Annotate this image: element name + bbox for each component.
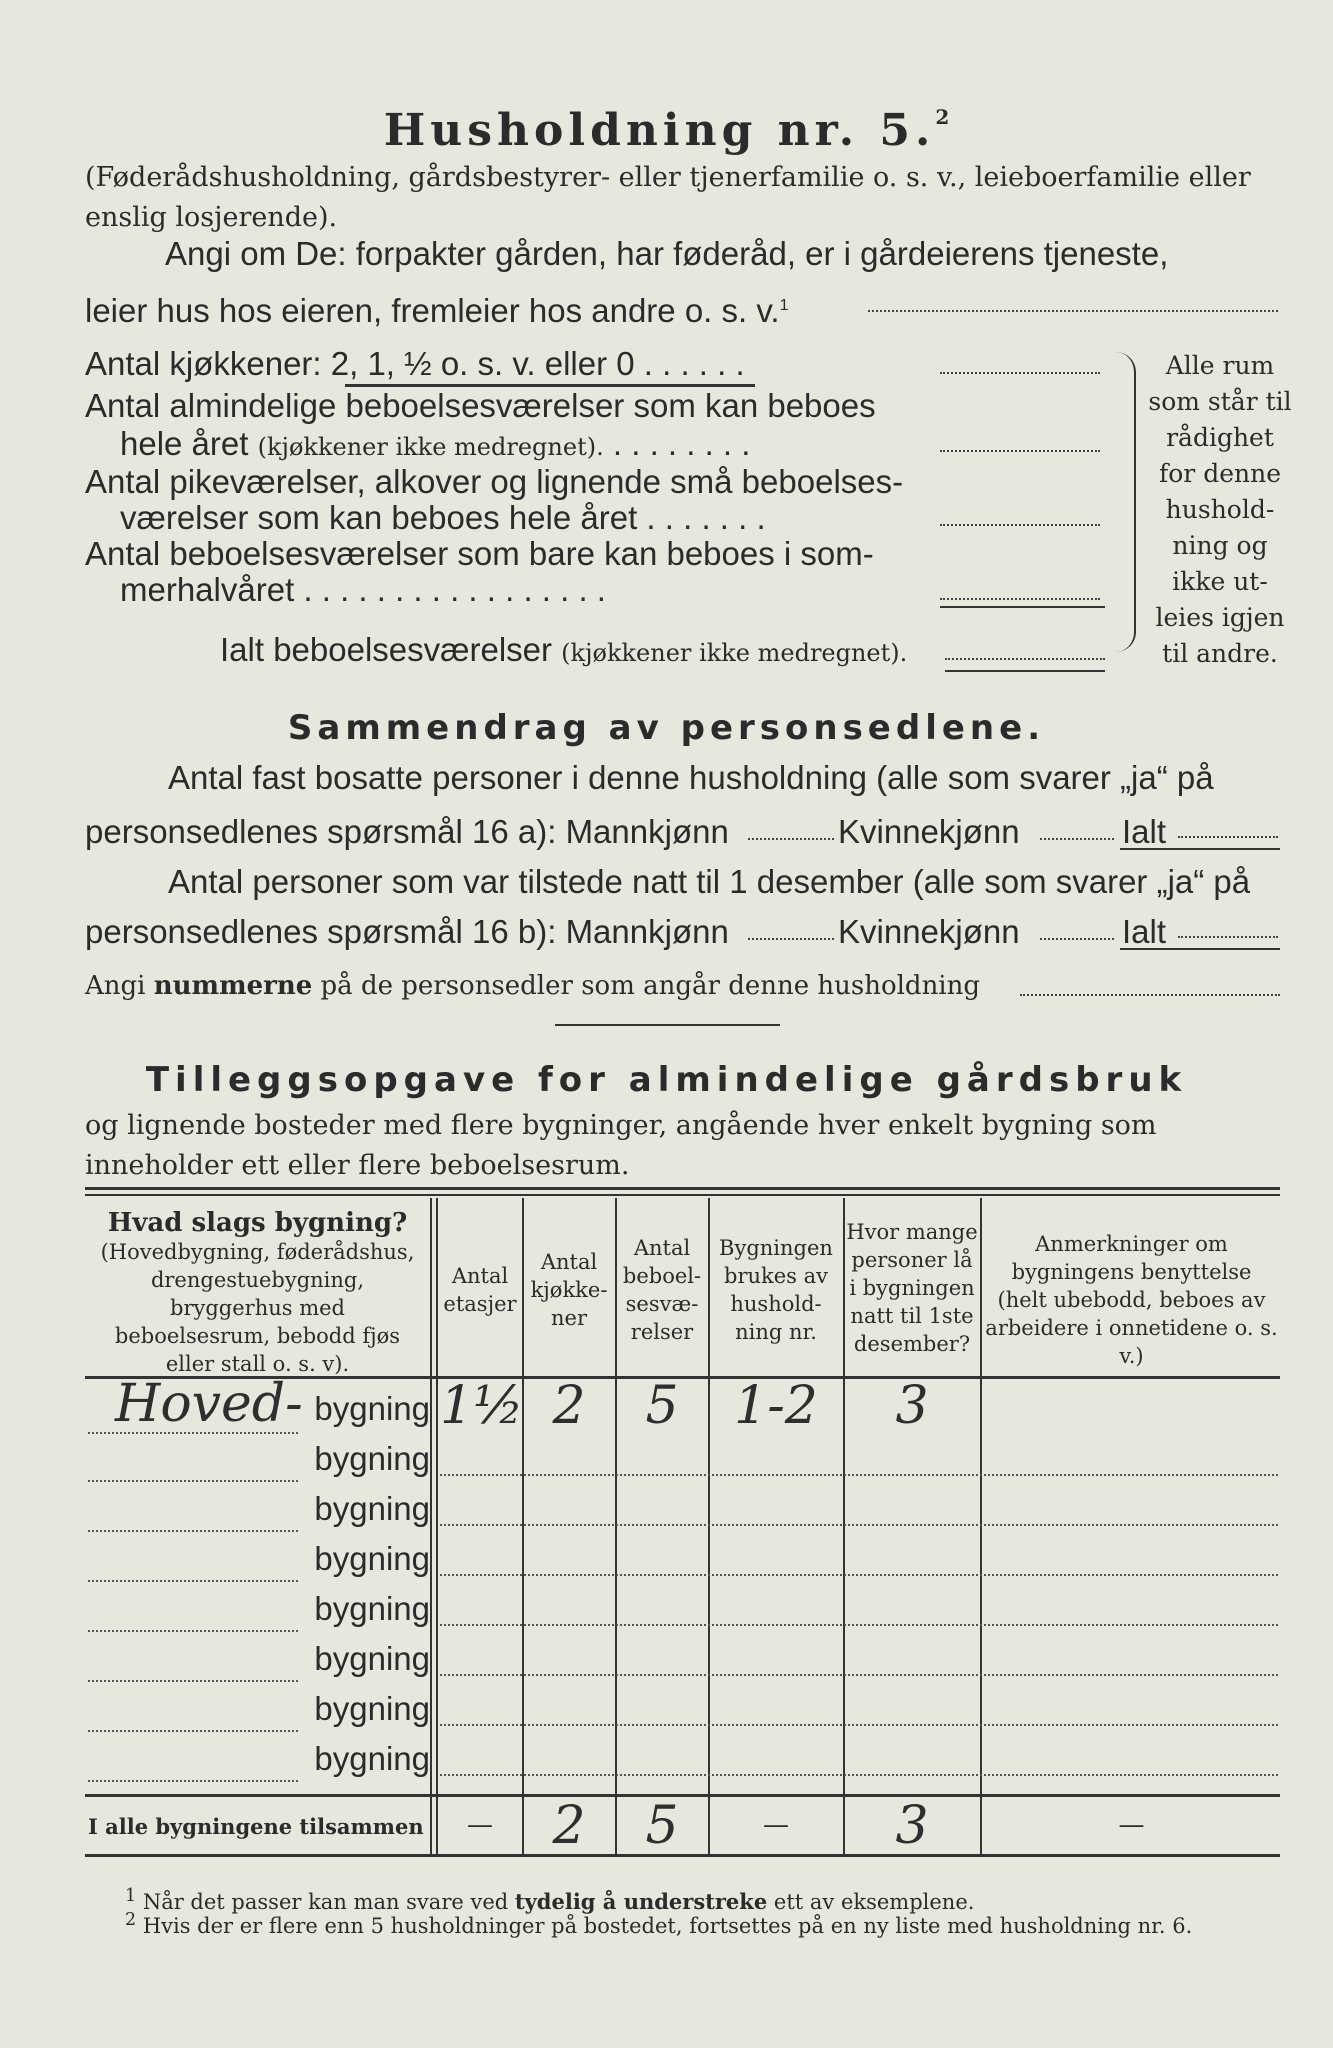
total-rooms-note: (kjøkkener ikke medregnet). (561, 639, 908, 667)
col-divider (615, 1198, 617, 1854)
present-female-label: Kvinnekjønn (838, 913, 1020, 950)
footnote-2-text: Hvis der er flere enn 5 husholdninger på bostedet, fortsettes på en ny liste med husholdning nr. 6. (142, 1914, 1193, 1938)
total-persons-value[interactable]: 3 (895, 1796, 929, 1856)
building-label: bygning (314, 1740, 430, 1777)
col-header-kitchens: Antal kjøkke-ner (530, 1250, 608, 1330)
kitchens-value[interactable]: 2 (552, 1376, 586, 1436)
row-dotline (440, 1774, 1278, 1776)
row-dotline (440, 1674, 1278, 1676)
person-numbers-bold: nummerne (153, 971, 313, 1001)
kitchens-label: Antal kjøkkener: 2, 1, ½ o. s. v. eller 0 . . . . . . (85, 345, 745, 382)
side-note-line: for denne (1159, 459, 1281, 488)
table-top-border (85, 1187, 1280, 1190)
row-dotline (440, 1474, 1278, 1476)
section-divider (555, 1024, 780, 1026)
side-note-brace (1112, 352, 1136, 652)
summer-rooms-answer-line[interactable] (940, 598, 1100, 600)
total-remarks-value[interactable]: — (1118, 1810, 1145, 1840)
col-divider (843, 1198, 845, 1854)
col-divider (522, 1198, 524, 1854)
side-note-line: ning og (1172, 531, 1268, 560)
row-dotline (88, 1432, 298, 1434)
building-label: bygning (314, 1690, 430, 1727)
row-dotline (440, 1574, 1278, 1576)
answer-line-occupancy[interactable] (868, 310, 1278, 312)
col-header-rooms: Antal beboel-sesvæ-relser (622, 1236, 702, 1344)
side-note-line: ikke ut- (1172, 567, 1268, 596)
table-total-label: I alle bygningene tilsammen (88, 1814, 424, 1839)
col-header-building-title: Hvad slags bygning? (107, 1208, 408, 1238)
present-female-field[interactable] (1040, 938, 1114, 940)
footnote-1-tail: ett av eksemplene. (773, 1890, 975, 1914)
persons-value[interactable]: 3 (895, 1376, 929, 1436)
side-note-line: som står til (1148, 387, 1292, 416)
total-rooms-text: Ialt beboelsesværelser (220, 631, 552, 668)
present-total-field[interactable] (1178, 936, 1278, 938)
side-note-line: Alle rum (1165, 351, 1275, 380)
col-divider (708, 1198, 710, 1854)
question-footnote-mark: 1 (779, 297, 789, 314)
row-dotline (88, 1780, 298, 1782)
supplement-heading: Tilleggsopgave for almindelige gårdsbruk (145, 1060, 1188, 1100)
side-note-line: rådighet (1166, 423, 1274, 452)
resident-total-field[interactable] (1178, 836, 1278, 838)
building-label: bygning (314, 1640, 430, 1677)
total-rooms-value[interactable]: 5 (645, 1796, 679, 1856)
col-divider (430, 1198, 432, 1854)
row-dotline (88, 1480, 298, 1482)
living-rooms-dots: . . . . . . . . (612, 425, 751, 462)
maid-rooms-answer-line[interactable] (940, 524, 1100, 526)
table-row (85, 1374, 430, 1434)
person-numbers-field[interactable] (1020, 994, 1280, 996)
building-type-value[interactable]: Hoved- (115, 1374, 303, 1434)
summer-rooms-label-2: merhalvåret . . . . . . . . . . . . . . . . . (120, 571, 606, 608)
side-note-line: hushold- (1165, 495, 1275, 524)
total-kitchens-value[interactable]: 2 (552, 1796, 586, 1856)
summer-rooms-underline (940, 606, 1105, 608)
person-numbers-rest: på de personsedler som angår denne husholdning (320, 971, 981, 1001)
rooms-value[interactable]: 5 (645, 1376, 679, 1436)
question-line-2 (85, 280, 1285, 337)
footnote-1-mark: 1 (125, 1886, 137, 1906)
col-header-persons: Hvor mange personer lå i bygningen natt til 1ste desember? (846, 1220, 978, 1356)
living-rooms-note: (kjøkkener ikke medregnet). (257, 433, 604, 461)
col-header-building-type (90, 1208, 425, 1378)
col-header-remarks: Anmerkninger om bygningens benyttelse (helt ubebodd, beboes av arbeidere i onnetidene o. s. v.) (985, 1232, 1278, 1368)
row-dotline (88, 1580, 298, 1582)
building-label: bygning (314, 1490, 430, 1527)
present-male-label: personsedlenes spørsmål 16 b): Mannkjønn (85, 913, 729, 950)
table-top-border-inner (85, 1194, 1280, 1196)
building-label: bygning (314, 1440, 430, 1477)
building-label: bygning (314, 1590, 430, 1627)
person-numbers-prefix: Angi (85, 971, 146, 1001)
footnote-2-mark: 2 (125, 1910, 137, 1930)
col-header-household-nr: Bygningen brukes av hushold-ning nr. (719, 1236, 833, 1344)
col-divider (436, 1198, 438, 1854)
side-note-line: til andre. (1162, 639, 1278, 668)
resident-line-2 (85, 806, 1285, 858)
summer-rooms-label-1: Antal beboelsesværelser som bare kan beboes i som- (85, 535, 874, 572)
row-dotline (88, 1680, 298, 1682)
summary-heading: Sammendrag av personsedlene. (287, 708, 1046, 748)
present-male-field[interactable] (748, 938, 834, 940)
present-total-label: Ialt (1122, 913, 1167, 950)
col-header-floors: Antal etasjer (443, 1264, 517, 1316)
building-label: bygning (314, 1540, 430, 1577)
floors-value[interactable]: 1½ (440, 1376, 524, 1436)
resident-female-label: Kvinnekjønn (838, 813, 1020, 850)
maid-rooms-label-2: værelser som kan beboes hele året . . . . . . . (120, 499, 766, 536)
footnote-1-text: Når det passer kan man svare ved (142, 1890, 509, 1914)
row-dotline (88, 1530, 298, 1532)
col-header-building-note: (Hovedbygning, føderådshus, drengestuebygning, bryggerhus med beboelsesrum, bebodd fjøs eller stall o. s. v). (100, 1240, 415, 1376)
total-household-nr-value[interactable]: — (763, 1810, 789, 1840)
household-nr-value[interactable]: 1-2 (734, 1376, 818, 1436)
present-line-1: Antal personer som var tilstede natt til 1 desember (alle som svarer „ja“ på (168, 863, 1251, 900)
person-numbers-label (85, 966, 1285, 1006)
resident-male-label: personsedlenes spørsmål 16 a): Mannkjønn (85, 813, 729, 850)
total-rooms-answer-line[interactable] (945, 658, 1105, 660)
resident-male-field[interactable] (748, 838, 834, 840)
kitchens-answer-line[interactable] (940, 372, 1100, 374)
resident-female-field[interactable] (1040, 838, 1114, 840)
footnote-1-bold: tydelig å understreke (514, 1889, 768, 1914)
title-footnote-mark: 2 (935, 105, 950, 129)
living-rooms-answer-line[interactable] (940, 450, 1100, 452)
total-rooms-underline (945, 670, 1105, 672)
living-rooms-label-1: Antal almindelige beboelsesværelser som kan beboes (85, 387, 876, 424)
household-title (0, 105, 1333, 156)
side-note (1140, 348, 1300, 672)
row-dotline (88, 1630, 298, 1632)
row-dotline (88, 1730, 298, 1732)
side-note-line: leies igjen (1155, 603, 1285, 632)
question-line-2-text: leier hus hos eieren, fremleier hos andre o. s. v. (85, 292, 780, 329)
total-floors-value[interactable]: — (467, 1810, 493, 1840)
building-label: bygning (314, 1390, 430, 1427)
row-dotline (440, 1624, 1278, 1626)
supplement-intro: og lignende bosteder med flere bygninger, angående hver enkelt bygning som inneholder ett eller flere beboelsesrum. (85, 1110, 1157, 1181)
living-rooms-text: hele året (120, 425, 249, 462)
col-divider (980, 1198, 982, 1854)
title-text: Husholdning nr. 5. (383, 105, 936, 156)
household-subtitle: (Føderådshusholdning, gårdsbestyrer- eller tjenerfamilie o. s. v., leieboerfamilie eller enslig losjerende). (85, 162, 1251, 233)
resident-line-1: Antal fast bosatte personer i denne husholdning (alle som svarer „ja“ på (168, 759, 1214, 796)
footnote-2 (125, 1910, 1275, 1938)
present-line-2 (85, 906, 1285, 958)
row-dotline (440, 1524, 1278, 1526)
resident-total-label: Ialt (1122, 813, 1167, 850)
row-dotline (440, 1724, 1278, 1726)
present-total-underline (1120, 948, 1280, 950)
question-line-1: Angi om De: forpakter gården, har føderåd, er i gårdeierens tjeneste, (165, 235, 1169, 272)
resident-total-underline (1120, 848, 1280, 850)
maid-rooms-label-1: Antal pikeværelser, alkover og lignende små beboelses- (85, 463, 904, 500)
